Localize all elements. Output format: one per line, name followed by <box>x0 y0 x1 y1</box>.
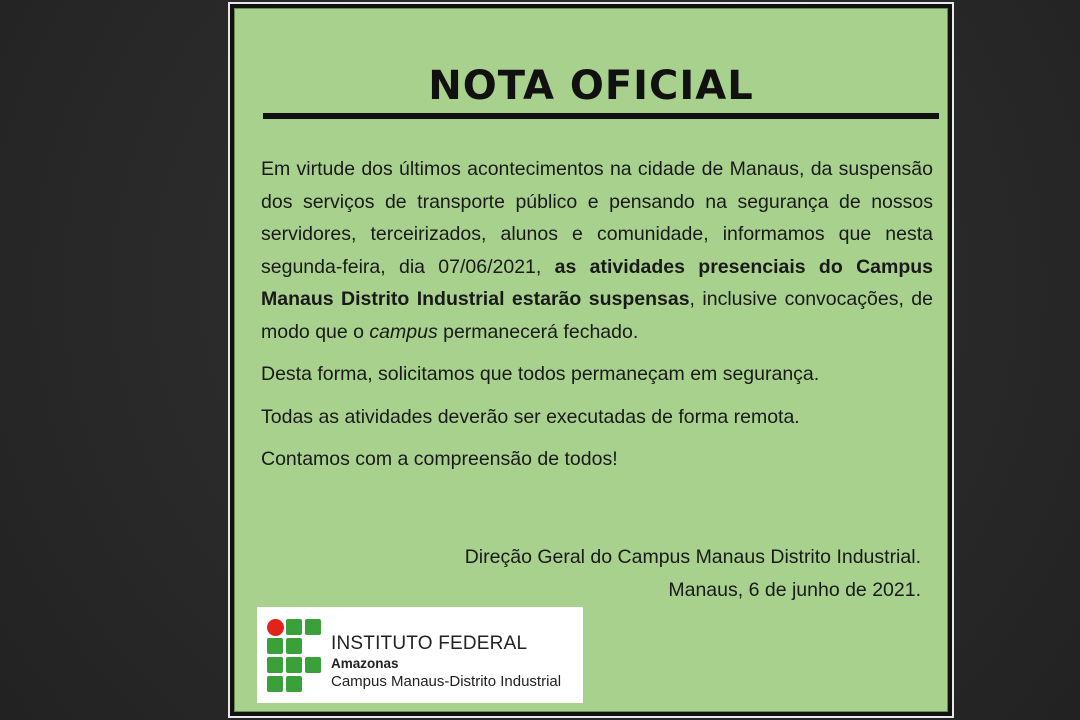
title-underline <box>263 113 939 119</box>
logo-state: Amazonas <box>331 656 399 671</box>
logo-square-icon <box>267 657 283 673</box>
institution-logo <box>257 607 583 703</box>
logo-square-icon <box>286 676 302 692</box>
logo-square-icon <box>286 657 302 673</box>
logo-text <box>331 633 561 691</box>
signature-direction: Direção Geral do Campus Manaus Distrito Industrial. <box>464 546 921 568</box>
notice-title: NOTA OFICIAL <box>428 63 754 109</box>
logo-campus: Campus Manaus-Distrito Industrial <box>331 673 562 690</box>
notice-card <box>234 8 948 712</box>
notice-frame <box>228 2 954 718</box>
paragraph-remote: Todas as atividades deverão ser executadas de forma remota. <box>261 405 800 428</box>
signature-date: Manaus, 6 de junho de 2021. <box>668 578 921 601</box>
paragraph-main-text-3: permanecerá fechado. <box>437 320 639 343</box>
paragraph-thanks: Contamos com a compreensão de todos! <box>261 448 618 470</box>
paragraph-main-text-1: Em virtude dos últimos acontecimentos na cidade de Manaus, da suspensão dos serviços de transporte público e pensando na segurança de nossos servidores, terceirizados, alunos e comunidade, informamos que nesta segunda-feira, dia 07/06/2021, <box>261 158 933 278</box>
signature <box>465 541 921 606</box>
paragraph-main-bold: as atividades presenciais do Campus Manaus Distrito Industrial estarão suspensas <box>261 255 933 310</box>
logo-square-icon <box>267 676 283 692</box>
paragraph-main-text-2: , inclusive convocações, de modo que o <box>261 288 933 343</box>
logo-square-icon <box>267 638 283 654</box>
logo-square-icon <box>286 638 302 654</box>
logo-institution-name: INSTITUTO FEDERAL <box>331 633 528 654</box>
paragraph-safety: Desta forma, solicitamos que todos permaneçam em segurança. <box>261 363 820 385</box>
logo-square-icon <box>286 619 302 635</box>
logo-square-icon <box>305 657 321 673</box>
paragraph-main-italic: campus <box>369 320 438 343</box>
paragraph-main <box>261 153 933 348</box>
logo-grid-icon <box>267 619 323 693</box>
notice-body <box>261 153 933 486</box>
logo-red-circle-icon <box>267 619 284 636</box>
logo-square-icon <box>305 619 321 635</box>
